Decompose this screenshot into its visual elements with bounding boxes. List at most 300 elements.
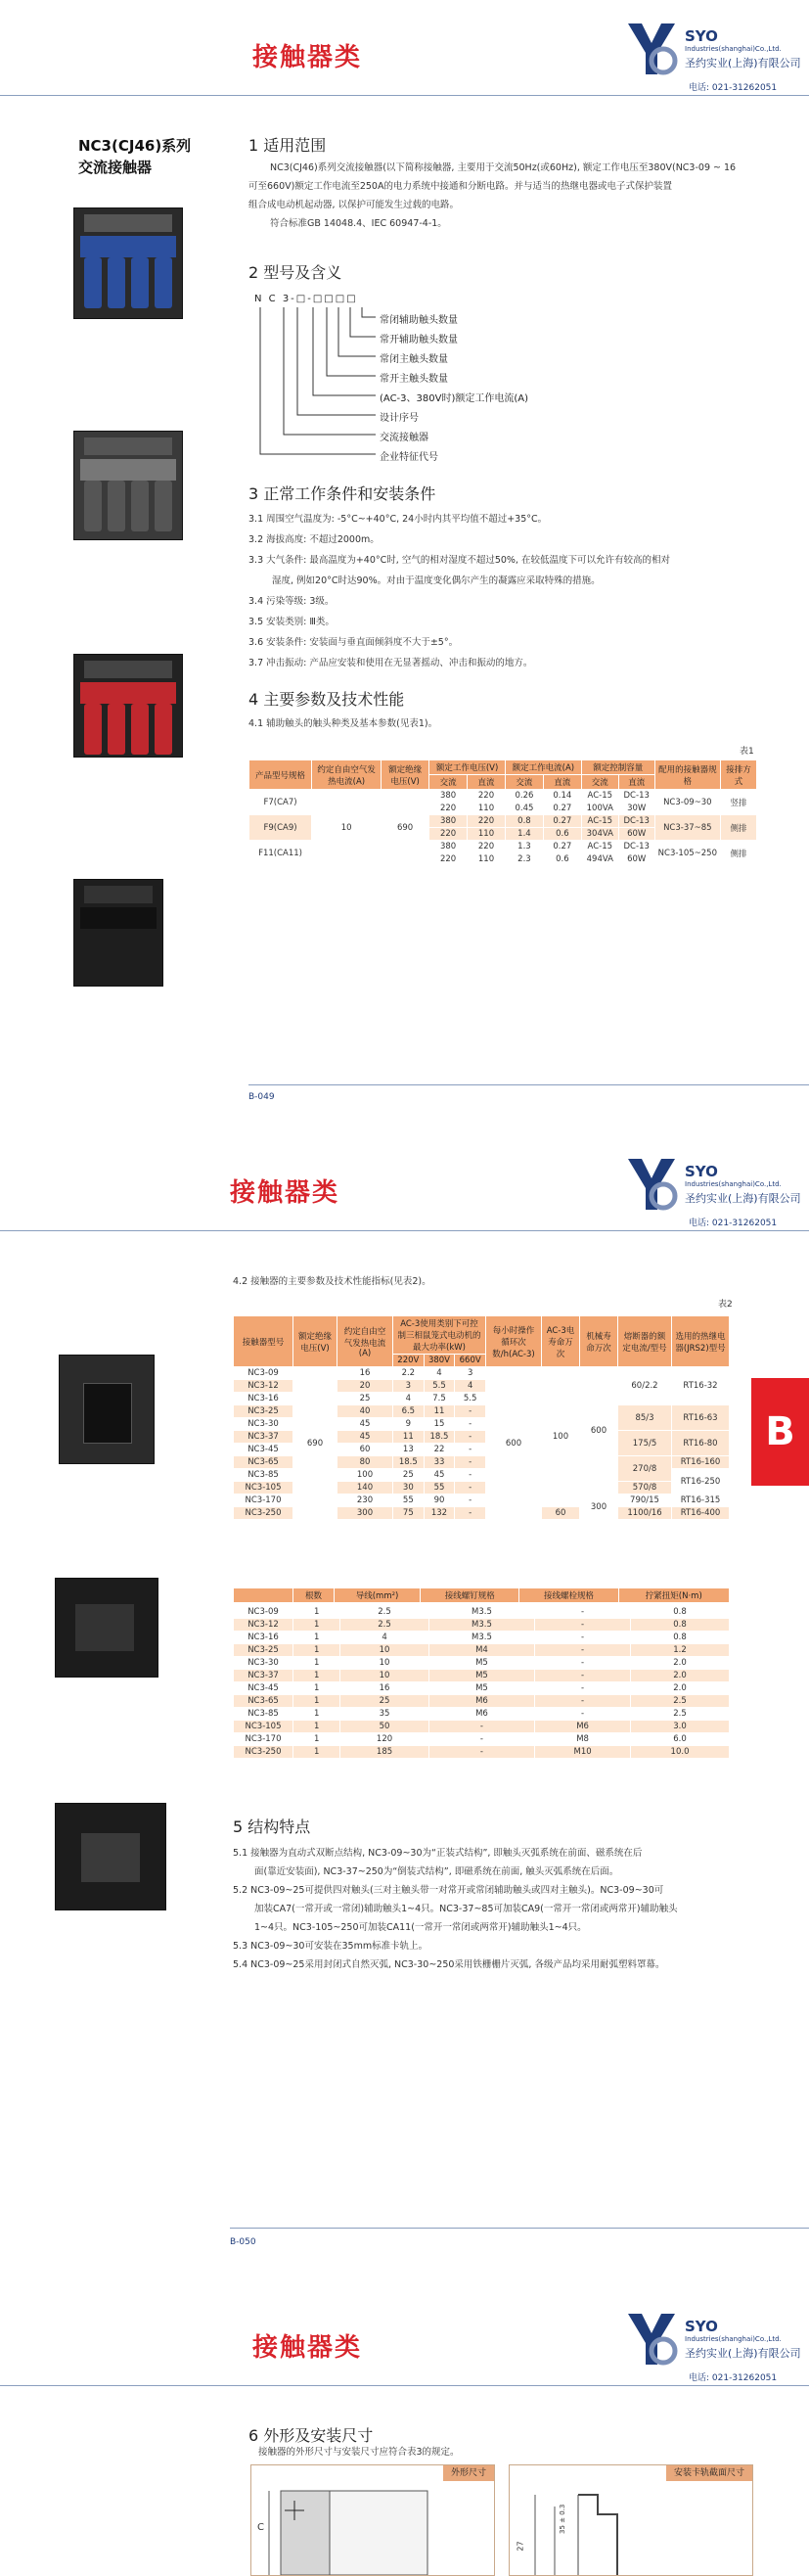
table-cell: - [428, 1746, 534, 1759]
table-2-header: AC-3使用类别下可控制三相鼠笼式电动机的最大功率(kW) [393, 1316, 486, 1355]
table-cell: - [535, 1619, 631, 1632]
table-cell: 60W [618, 853, 654, 866]
table-cell: 4 [340, 1632, 428, 1644]
code-item-6: 设计序号 [380, 413, 419, 424]
product-photo-medium [55, 1578, 158, 1678]
table-row [234, 1746, 730, 1759]
table-cell: NC3-85 [234, 1469, 293, 1482]
table-cell: NC3-09 [234, 1367, 293, 1380]
dimension-label-27: 27 [516, 2541, 525, 2552]
page-number: B-050 [230, 2237, 256, 2247]
table-cell: AC-15 [581, 841, 618, 853]
table-cell: 1100/16 [618, 1507, 672, 1520]
table-cell: 侧排 [721, 841, 757, 866]
table-cell: 10.0 [631, 1746, 730, 1759]
table-cell: NC3-250 [234, 1507, 293, 1520]
table-cell: 7.5 [424, 1393, 455, 1405]
table-row [234, 1619, 730, 1632]
section-6-text: 接触器的外形尺寸与安装尺寸应符合表3的规定。 [258, 2447, 460, 2458]
table-cell: NC3-16 [234, 1632, 293, 1644]
table-cell: NC3-170 [234, 1733, 293, 1746]
product-photo-grey [73, 431, 183, 540]
table-cell: 60 [337, 1444, 393, 1456]
table-cell: NC3-65 [234, 1456, 293, 1469]
table-cell: 55 [424, 1482, 455, 1495]
structure-item: 5.1 接触器为直动式双断点结构, NC3-09~30为“正装式结构”, 即触头灭弧系统在前面、磁系统在后 [233, 1848, 643, 1859]
product-photo-blue [73, 207, 183, 319]
table-cell: AC-15 [581, 815, 618, 828]
table-cell: F7(CA7) [249, 790, 312, 815]
table-cell: 30W [618, 803, 654, 815]
structure-item: 5.2 NC3-09~25可提供四对触头(三对主触头带一对常开或常闭辅助触头或四对主触头)。NC3-09~30可 [233, 1885, 664, 1896]
table-cell: 45 [337, 1431, 393, 1444]
table-cell: - [455, 1405, 486, 1418]
table-cell: NC3-09 [234, 1606, 293, 1619]
section-5-list [233, 1844, 742, 1974]
page-number: B-049 [248, 1092, 275, 1102]
table-cell: M3.5 [428, 1619, 534, 1632]
table-cell: 270/8 [618, 1456, 672, 1482]
table-cell: 1 [293, 1632, 340, 1644]
table-cell: 5.5 [424, 1380, 455, 1393]
phone-number: 电话: 021-31262051 [689, 1219, 778, 1228]
table-1-header: 配用的接触器规格 [654, 760, 720, 790]
table-cell: 45 [337, 1418, 393, 1431]
table-cell: 9 [393, 1418, 425, 1431]
table-cell: 600 [580, 1367, 618, 1495]
table-cell: 132 [424, 1507, 455, 1520]
table-cell: RT16-63 [672, 1405, 730, 1431]
table-cell: DC-13 [618, 815, 654, 828]
dimension-label-35: 35 ± 0.3 [559, 2504, 566, 2534]
table-row [234, 1708, 730, 1721]
table-1 [248, 759, 757, 866]
table-cell: 45 [424, 1469, 455, 1482]
table-2-header: AC-3电寿命万次 [542, 1316, 580, 1367]
section-5-title: 5 结构特点 [233, 1817, 311, 1836]
table-cell: 75 [393, 1507, 425, 1520]
table-cell: 35 [340, 1708, 428, 1721]
table-cell: 1.3 [505, 841, 543, 853]
table-cell: 0.8 [631, 1606, 730, 1619]
footer-divider [230, 2228, 809, 2229]
table-2-header: 熔断器的额定电流/型号 [618, 1316, 672, 1367]
table-cell: M5 [428, 1670, 534, 1682]
model-code: N C 3-□-□□□□ [254, 294, 358, 304]
table-cell: - [535, 1606, 631, 1619]
section-3-list [248, 509, 767, 673]
brand-name: SYO [685, 2318, 718, 2335]
table-cell: DC-13 [618, 790, 654, 803]
brand-name: SYO [685, 27, 718, 45]
table-row [234, 1721, 730, 1733]
table-cell: 侧排 [721, 815, 757, 841]
table-3-header: 根数 [293, 1588, 335, 1603]
structure-item: 1~4只。NC3-105~250可加装CA11(一常开一常闭或两常开)辅助触头1~4只。 [254, 1922, 587, 1933]
table-cell: 1 [293, 1644, 340, 1657]
table-cell: 25 [393, 1469, 425, 1482]
condition-item: 3.5 安装类别: Ⅲ类。 [248, 617, 335, 627]
phone-number: 电话: 021-31262051 [689, 2373, 778, 2383]
table-2-header: 每小时操作循环次数/h(AC-3) [486, 1316, 542, 1367]
code-item-2: 常开辅助触头数量 [380, 335, 458, 345]
table-cell: 2.2 [393, 1367, 425, 1380]
footer-divider [248, 1084, 809, 1085]
table-1-subheader: 直流 [468, 775, 506, 790]
table-cell: 300 [337, 1507, 393, 1520]
table-cell: 304VA [581, 828, 618, 841]
model-code-lines [254, 305, 391, 472]
table-1-header: 接排方式 [721, 760, 757, 790]
table-2-subheader: 660V [455, 1355, 486, 1367]
brand-english: Industries(shanghai)Co.,Ltd. [685, 2335, 782, 2343]
table-cell: M6 [428, 1708, 534, 1721]
table-cell: - [455, 1444, 486, 1456]
table-cell: 1 [293, 1606, 340, 1619]
table-1-subheader: 直流 [543, 775, 581, 790]
table-cell: 100 [337, 1469, 393, 1482]
table-cell: 1 [293, 1695, 340, 1708]
section-tab-b[interactable]: B [751, 1378, 809, 1486]
outline-dimension-header: 外形尺寸 [443, 2465, 494, 2481]
table-cell: 120 [340, 1733, 428, 1746]
table-cell: 175/5 [618, 1431, 672, 1456]
table-cell: 0.8 [631, 1619, 730, 1632]
table-cell: 0.27 [543, 803, 581, 815]
section-1-line-1: NC3(CJ46)系列交流接触器(以下简称接触器, 主要用于交流50Hz(或60Hz), 额定工作电压至380V(NC3-09 ~ 16 [270, 162, 737, 173]
table-cell: NC3-85 [234, 1708, 293, 1721]
table-cell: - [535, 1657, 631, 1670]
table-cell: - [535, 1695, 631, 1708]
dimension-label-c: C [257, 2522, 264, 2533]
table-2 [233, 1315, 730, 1520]
condition-item: 3.2 海拔高度: 不超过2000m。 [248, 534, 380, 545]
page-title: 接触器类 [252, 43, 363, 72]
table-cell: NC3-25 [234, 1405, 293, 1418]
table-3-header: 接线螺钉规格 [421, 1588, 519, 1603]
table-cell: 2.5 [340, 1619, 428, 1632]
table-cell: NC3-250 [234, 1746, 293, 1759]
table-cell: 60/2.2 [618, 1367, 672, 1405]
table-cell: 11 [424, 1405, 455, 1418]
table-cell: F9(CA9) [249, 815, 312, 841]
table-cell: 185 [340, 1746, 428, 1759]
brand-chinese: 圣约实业(上海)有限公司 [685, 1192, 801, 1205]
structure-item: 5.4 NC3-09~25采用封闭式自然灭弧, NC3-30~250采用铁栅栅片灭弧, 各级产品均采用耐弧塑料罩幕。 [233, 1959, 665, 1970]
table-1-subheader: 交流 [429, 775, 468, 790]
table-cell: M6 [535, 1721, 631, 1733]
table-cell: 10 [312, 790, 382, 866]
syo-logo-icon [624, 1155, 679, 1214]
table-cell: 110 [468, 828, 506, 841]
table-cell: - [455, 1482, 486, 1495]
product-photo-red [73, 654, 183, 758]
table-cell: AC-15 [581, 790, 618, 803]
table-cell: 220 [468, 790, 506, 803]
table-cell: M3.5 [428, 1606, 534, 1619]
series-title [78, 135, 191, 178]
table-cell: 100 [542, 1367, 580, 1507]
table-cell: M10 [535, 1746, 631, 1759]
table-cell: 0.27 [543, 815, 581, 828]
table-row [249, 790, 757, 803]
table-cell: 0.8 [505, 815, 543, 828]
table-cell: 110 [468, 853, 506, 866]
table-cell: 11 [393, 1431, 425, 1444]
table-1-header: 额定绝缘电压(V) [382, 760, 429, 790]
brand-name: SYO [685, 1163, 718, 1180]
table-cell: NC3-105 [234, 1482, 293, 1495]
table-cell: 380 [429, 841, 468, 853]
table-cell: 380 [429, 790, 468, 803]
syo-logo-icon [624, 20, 679, 78]
table-row [234, 1670, 730, 1682]
table-cell: 2.5 [340, 1606, 428, 1619]
table-cell: RT16-315 [672, 1495, 730, 1507]
table-cell: NC3-105~250 [654, 841, 720, 866]
header-divider [0, 2385, 809, 2386]
table-cell: RT16-160 [672, 1456, 730, 1469]
condition-item: 3.3 大气条件: 最高温度为+40°C时, 空气的相对湿度不超过50%, 在较低温度下可以允许有较高的相对 [248, 555, 670, 566]
table-cell: 16 [340, 1682, 428, 1695]
table-cell: 2.5 [631, 1695, 730, 1708]
table-row [234, 1695, 730, 1708]
table-cell: 60W [618, 828, 654, 841]
table-cell: 25 [340, 1695, 428, 1708]
section-1-text [248, 159, 757, 233]
table-cell: M5 [428, 1657, 534, 1670]
section-4-2-text: 4.2 接触器的主要参数及技术性能指标(见表2)。 [233, 1276, 431, 1287]
section-4-title: 4 主要参数及技术性能 [248, 690, 405, 709]
table-cell: 2.3 [505, 853, 543, 866]
table-cell: 6.0 [631, 1733, 730, 1746]
table-cell: 85/3 [618, 1405, 672, 1431]
table-2-header: 机械寿命万次 [580, 1316, 618, 1367]
table-cell: DC-13 [618, 841, 654, 853]
table-cell: 220 [468, 815, 506, 828]
table-1-label: 表1 [740, 747, 754, 757]
table-cell: 33 [424, 1456, 455, 1469]
table-cell: 2.0 [631, 1657, 730, 1670]
brand-english: Industries(shanghai)Co.,Ltd. [685, 45, 782, 53]
product-photo-small [55, 1803, 166, 1910]
model-code-diagram [254, 294, 665, 463]
table-cell: 230 [337, 1495, 393, 1507]
table-1-header: 额定控制容量 [581, 760, 654, 775]
page-1 [0, 0, 809, 1106]
table-cell: NC3-12 [234, 1619, 293, 1632]
table-cell: 15 [424, 1418, 455, 1431]
table-cell: M3.5 [428, 1632, 534, 1644]
table-cell: 90 [424, 1495, 455, 1507]
page-title: 接触器类 [252, 2333, 363, 2363]
table-cell: 80 [337, 1456, 393, 1469]
table-cell: 100VA [581, 803, 618, 815]
code-item-5: (AC-3、380V时)额定工作电流(A) [380, 393, 528, 404]
table-cell: 1 [293, 1733, 340, 1746]
code-item-4: 常开主触头数量 [380, 374, 448, 385]
table-cell: 10 [340, 1644, 428, 1657]
table-3-header [234, 1588, 293, 1603]
table-cell: 25 [337, 1393, 393, 1405]
condition-item: 3.1 周围空气温度为: -5°C~+40°C, 24小时内其平均值不超过+35°C。 [248, 514, 548, 525]
table-2-header: 选用的热继电器(JRS2)型号 [672, 1316, 730, 1367]
header-divider [0, 95, 809, 96]
phone-number: 电话: 021-31262051 [689, 83, 778, 93]
table-cell: NC3-25 [234, 1644, 293, 1657]
section-4-1-text: 4.1 辅助触头的触头种类及基本参数(见表1)。 [248, 718, 438, 729]
structure-item: 面(靠近安装面), NC3-37~250为“倒装式结构”, 即磁系统在前面, 触头灭弧系统在后面。 [254, 1866, 619, 1877]
table-cell: 300 [580, 1495, 618, 1520]
table-cell: 22 [424, 1444, 455, 1456]
table-cell: - [455, 1431, 486, 1444]
table-3-body [233, 1605, 730, 1759]
table-cell: 0.14 [543, 790, 581, 803]
table-row [234, 1733, 730, 1746]
table-cell: 5.5 [455, 1393, 486, 1405]
condition-item: 3.7 冲击振动: 产品应安装和使用在无显著摇动、冲击和振动的地方。 [248, 658, 533, 668]
table-cell: - [455, 1418, 486, 1431]
series-title-line-2: 交流接触器 [78, 159, 153, 176]
table-cell: 2.5 [631, 1708, 730, 1721]
table-cell: 10 [340, 1657, 428, 1670]
condition-item: 3.4 污染等级: 3级。 [248, 596, 335, 607]
table-cell: 4 [455, 1380, 486, 1393]
table-3-header: 拧紧扭矩(N·m) [618, 1588, 729, 1603]
table-cell: 1.2 [631, 1644, 730, 1657]
table-cell: 50 [340, 1721, 428, 1733]
table-cell: - [535, 1632, 631, 1644]
table-cell: 3 [393, 1380, 425, 1393]
header-divider [0, 1230, 809, 1231]
table-cell: 55 [393, 1495, 425, 1507]
table-cell: 16 [337, 1367, 393, 1380]
rail-dimension-header: 安装卡轨截面尺寸 [666, 2465, 752, 2481]
section-2-title: 2 型号及含义 [248, 263, 342, 282]
condition-item: 3.6 安装条件: 安装面与垂直面倾斜度不大于±5°。 [248, 637, 459, 648]
brand-english: Industries(shanghai)Co.,Ltd. [685, 1180, 782, 1188]
table-cell: - [428, 1721, 534, 1733]
code-item-1: 常闭辅助触头数量 [380, 315, 458, 326]
table-cell: - [535, 1644, 631, 1657]
table-cell: 1 [293, 1670, 340, 1682]
table-cell: 1 [293, 1721, 340, 1733]
table-cell: NC3-65 [234, 1695, 293, 1708]
table-cell: NC3-12 [234, 1380, 293, 1393]
table-cell: 570/8 [618, 1482, 672, 1495]
table-cell: 140 [337, 1482, 393, 1495]
table-cell: NC3-09~30 [654, 790, 720, 815]
table-1-subheader: 交流 [581, 775, 618, 790]
table-cell: M8 [535, 1733, 631, 1746]
table-cell: - [535, 1682, 631, 1695]
table-cell: 1.4 [505, 828, 543, 841]
table-cell: 220 [429, 828, 468, 841]
table-2-header: 约定自由空气发热电流(A) [337, 1316, 393, 1367]
table-1-subheader: 直流 [618, 775, 654, 790]
table-row [234, 1644, 730, 1657]
table-3-header: 导线(mm²) [334, 1588, 420, 1603]
condition-item: 湿度, 例如20°C时达90%。对由于温度变化偶尔产生的凝露应采取特殊的措施。 [272, 575, 601, 586]
code-item-7: 交流接触器 [380, 433, 428, 443]
structure-item: 加装CA7(一常开或一常闭)辅助触头1~4只。NC3-37~85可加装CA9(一常开一常闭或两常开)辅助触头 [254, 1904, 678, 1914]
table-1-header: 额定工作电流(A) [505, 760, 581, 775]
section-1-line-3: 组合成电动机起动器, 以保护可能发生过载的电路。 [248, 200, 460, 210]
table-row [234, 1657, 730, 1670]
code-item-3: 常闭主触头数量 [380, 354, 448, 365]
table-cell: 18.5 [393, 1456, 425, 1469]
table-cell: - [455, 1507, 486, 1520]
table-1-header: 约定自由空气发热电流(A) [312, 760, 382, 790]
table-cell: NC3-37~85 [654, 815, 720, 841]
table-cell: - [428, 1733, 534, 1746]
table-cell: - [535, 1670, 631, 1682]
table-cell: 2.0 [631, 1682, 730, 1695]
table-cell: 3 [455, 1367, 486, 1380]
table-2-subheader: 380V [424, 1355, 455, 1367]
table-cell: 60 [542, 1507, 580, 1520]
table-cell: RT16-80 [672, 1431, 730, 1456]
table-cell: 0.6 [543, 853, 581, 866]
table-cell: 494VA [581, 853, 618, 866]
table-cell: 40 [337, 1405, 393, 1418]
table-cell: 1 [293, 1619, 340, 1632]
table-3-header: 接线螺栓规格 [519, 1588, 618, 1603]
table-cell: 220 [429, 853, 468, 866]
brand-chinese: 圣约实业(上海)有限公司 [685, 57, 801, 69]
syo-logo-icon [624, 2310, 679, 2369]
product-photo-black [73, 879, 163, 987]
section-6-title: 6 外形及安装尺寸 [248, 2426, 374, 2445]
table-1-header: 额定工作电压(V) [429, 760, 506, 775]
table-cell: F11(CA11) [249, 841, 312, 866]
table-cell: 790/15 [618, 1495, 672, 1507]
table-cell: NC3-30 [234, 1657, 293, 1670]
table-cell: 1 [293, 1746, 340, 1759]
table-cell: 4 [393, 1393, 425, 1405]
table-cell: 220 [429, 803, 468, 815]
table-cell: 2.0 [631, 1670, 730, 1682]
table-cell: 30 [393, 1482, 425, 1495]
table-cell: 220 [468, 841, 506, 853]
page-header [0, 2290, 809, 2388]
page-2 [0, 1135, 809, 2261]
outline-dimension-box [250, 2464, 495, 2576]
table-cell: 20 [337, 1380, 393, 1393]
table-cell: - [535, 1708, 631, 1721]
structure-item: 5.3 NC3-09~30可安装在35mm标准卡轨上。 [233, 1941, 428, 1952]
table-cell: NC3-45 [234, 1444, 293, 1456]
table-cell: RT16-400 [672, 1507, 730, 1520]
table-cell: 1 [293, 1682, 340, 1695]
code-item-8: 企业特征代号 [380, 452, 438, 463]
rail-drawing [510, 2465, 752, 2575]
table-2-header: 接触器型号 [234, 1316, 293, 1367]
table-row [234, 1367, 730, 1380]
table-cell: NC3-30 [234, 1418, 293, 1431]
rail-dimension-box [509, 2464, 753, 2576]
table-cell: 4 [424, 1367, 455, 1380]
table-cell: 0.45 [505, 803, 543, 815]
product-photo-large [59, 1355, 155, 1464]
table-2-subheader: 220V [393, 1355, 425, 1367]
table-cell: 380 [429, 815, 468, 828]
table-cell: 竖排 [721, 790, 757, 815]
table-1-subheader: 交流 [505, 775, 543, 790]
section-1-line-2: 可至660V)额定工作电流至250A的电力系统中接通和分断电路。并与适当的热继电器或电子式保护装置 [248, 181, 672, 192]
table-cell: - [455, 1469, 486, 1482]
outline-drawing [251, 2465, 494, 2575]
